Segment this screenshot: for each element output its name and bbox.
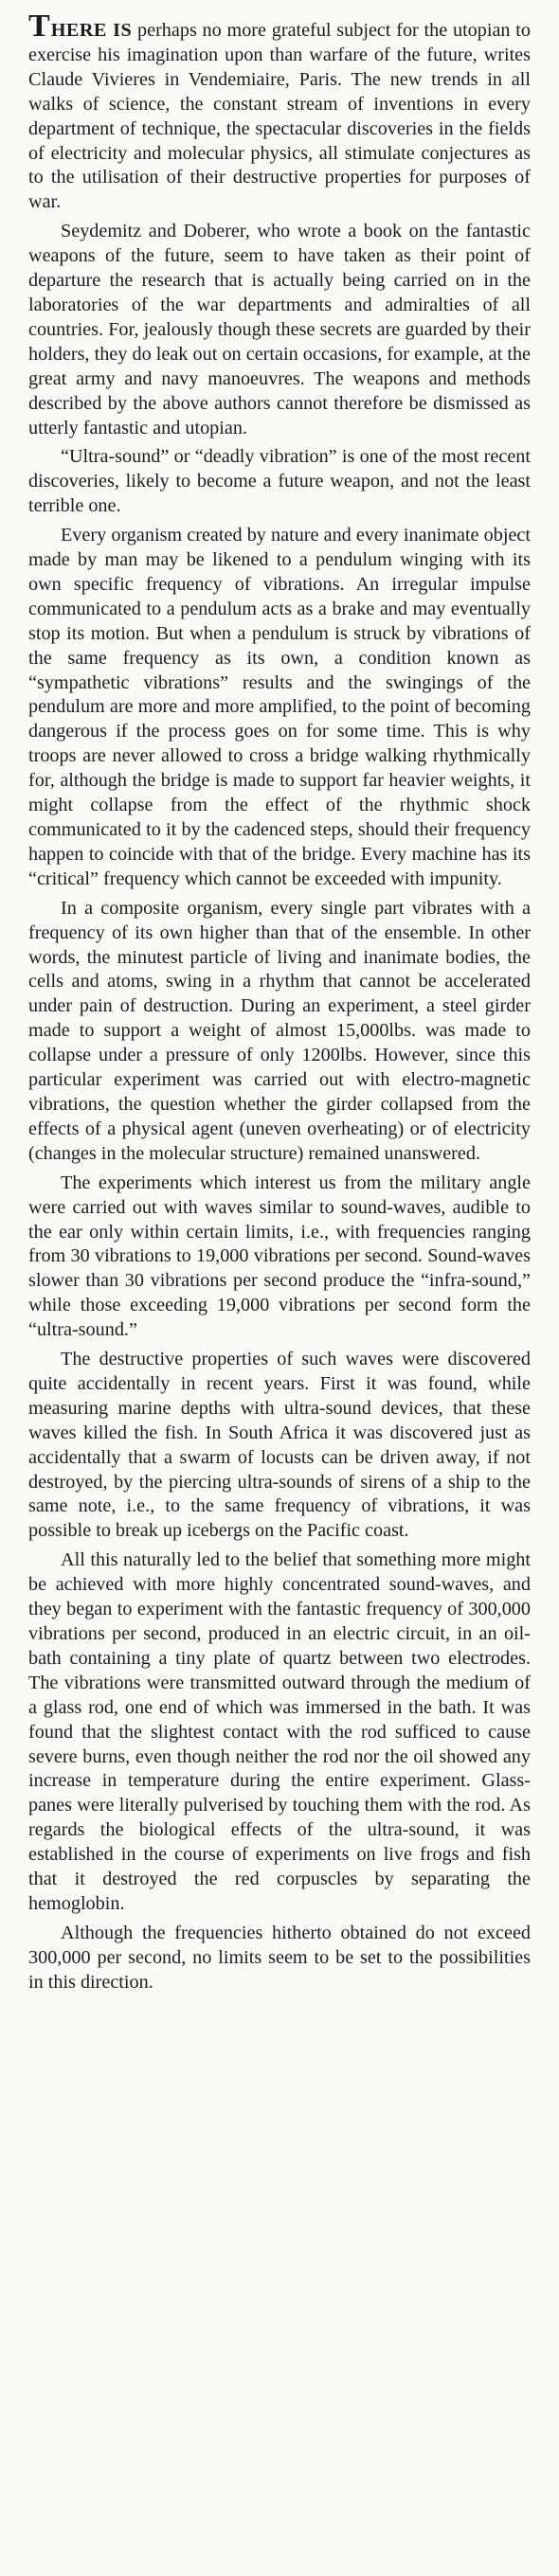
article-paragraph-8 (28, 1548, 531, 1917)
article-paragraph-9 (28, 1922, 531, 1995)
article-paragraph-2 (28, 220, 531, 440)
article-paragraph-6 (28, 1172, 531, 1343)
drop-cap: T (28, 9, 51, 44)
paragraph-text: The destructive properties of such waves were discovered quite accidentally in recent years. First it was found, while measuring marine depths with ultra-sound devices, that these waves killed the fish. In South Africa it was discovered just as accidentally that a swarm of locusts can be driven away, if not destroyed, by the piercing ultra-sounds of sirens of a ship to the same note, i.e., to the same frequency of vibrations, it was possible to break up icebergs on the Pacific coast. (28, 1349, 531, 1542)
paragraph-text: Every organism created by nature and every inanimate object made by man may be likened to a pendulum winging with its own specific frequency of vibrations. An irregular impulse communicated to a pendulum acts as a brake and may eventually stop its motion. But when a pendulum is struck by vibrations of the same frequency as its own, a condition known as “sympathetic vibrations” results and the swingings of the pendulum are more and more amplified, to the point of becoming dangerous if the process goes on for some time. This is why troops are never allowed to cross a bridge walking rhythmically for, although the bridge is made to support far heavier weights, it might collapse from the effect of the rhythmic shock communicated to it by the cadenced steps, should their frequency happen to coincide with that of the bridge. Every machine has its “critical” frequency which cannot be exceeded with impunity. (28, 525, 531, 889)
article-paragraph-3 (28, 445, 531, 519)
paragraph-text: The experiments which interest us from the military angle were carried out with waves similar to sound-waves, audible to the ear only within certain limits, i.e., with frequencies ranging from 30 vibrations to 19,000 vibrations per second. Sound-waves slower than 30 vibrations per second produce the “infra-sound,” while those exceeding 19,000 vibrations per second form the “ultra-sound.” (28, 1172, 531, 1341)
paragraph-text: Seydemitz and Doberer, who wrote a book on the fantastic weapons of the future, seem to have taken as their point of departure the research that is actually being carried on in the laboratories of the war departments and admiralties of all countries. For, jealously though these secrets are guarded by their holders, they do leak out on certain occasions, for example, at the great army and navy manoeuvres. The weapons and methods described by the above authors cannot therefore be dismissed as utterly fantastic and utopian. (28, 221, 531, 438)
paragraph-text: In a composite organism, every single part vibrates with a frequency of its own higher than that of the ensemble. In other words, the minutest particle of living and inanimate bodies, the cells and atoms, swing in a rhythm that cannot be accelerated under pain of destruction. During an experiment, a steel girder made to support a weight of almost 15,000lbs. was made to collapse under a pressure of only 1200lbs. However, since this particular experiment was carried out with electro-magnetic vibrations, the question whether the girder collapsed from the effects of a physical agent (uneven overheating) or of electricity (changes in the molecular structure) remained unanswered. (28, 897, 531, 1164)
lead-in: HERE IS (50, 20, 133, 41)
article-paragraph-4 (28, 524, 531, 892)
paragraph-text: perhaps no more grateful subject for the utopian to exercise his imagination upon than warfare of the future, writes Claude Vivieres in Vendemiaire, Paris. The new trends in all walks of science, the constant stream of inventions in every department of technique, the spectacular discoveries in the fields of electricity and molecular physics, all stimulate conjectures as to the utilisation of their destructive properties for purposes of war. (28, 20, 531, 213)
article-column (28, 9, 531, 2000)
article-paragraph-5 (28, 897, 531, 1167)
paragraph-text: Although the frequencies hitherto obtained do not exceed 300,000 per second, no limits seem to be set to the possibilities in this direction. (28, 1922, 531, 1993)
article-paragraph-7 (28, 1348, 531, 1544)
article-paragraph-1 (28, 9, 531, 215)
paragraph-text: “Ultra-sound” or “deadly vibration” is one of the most recent discoveries, likely to become a future weapon, and not the least terrible one. (28, 446, 531, 517)
paragraph-text: All this naturally led to the belief that something more might be achieved with more highly concentrated sound-waves, and they began to experiment with the fantastic frequency of 300,000 vibrations per second, produced in an electric circuit, in an oil-bath containing a tiny plate of quartz between two electrodes. The vibrations were transmitted outward through the medium of a glass rod, one end of which was immersed in the bath. It was found that the slightest contact with the rod sufficed to cause severe burns, even though neither the rod nor the oil showed any increase in temperature during the entire experiment. Glass-panes were literally pulverised by touching them with the rod. As regards the biological effects of the ultra-sound, it was established in the course of experiments on live frogs and fish that it destroyed the red corpuscles by separating the hemoglobin. (28, 1549, 531, 1914)
